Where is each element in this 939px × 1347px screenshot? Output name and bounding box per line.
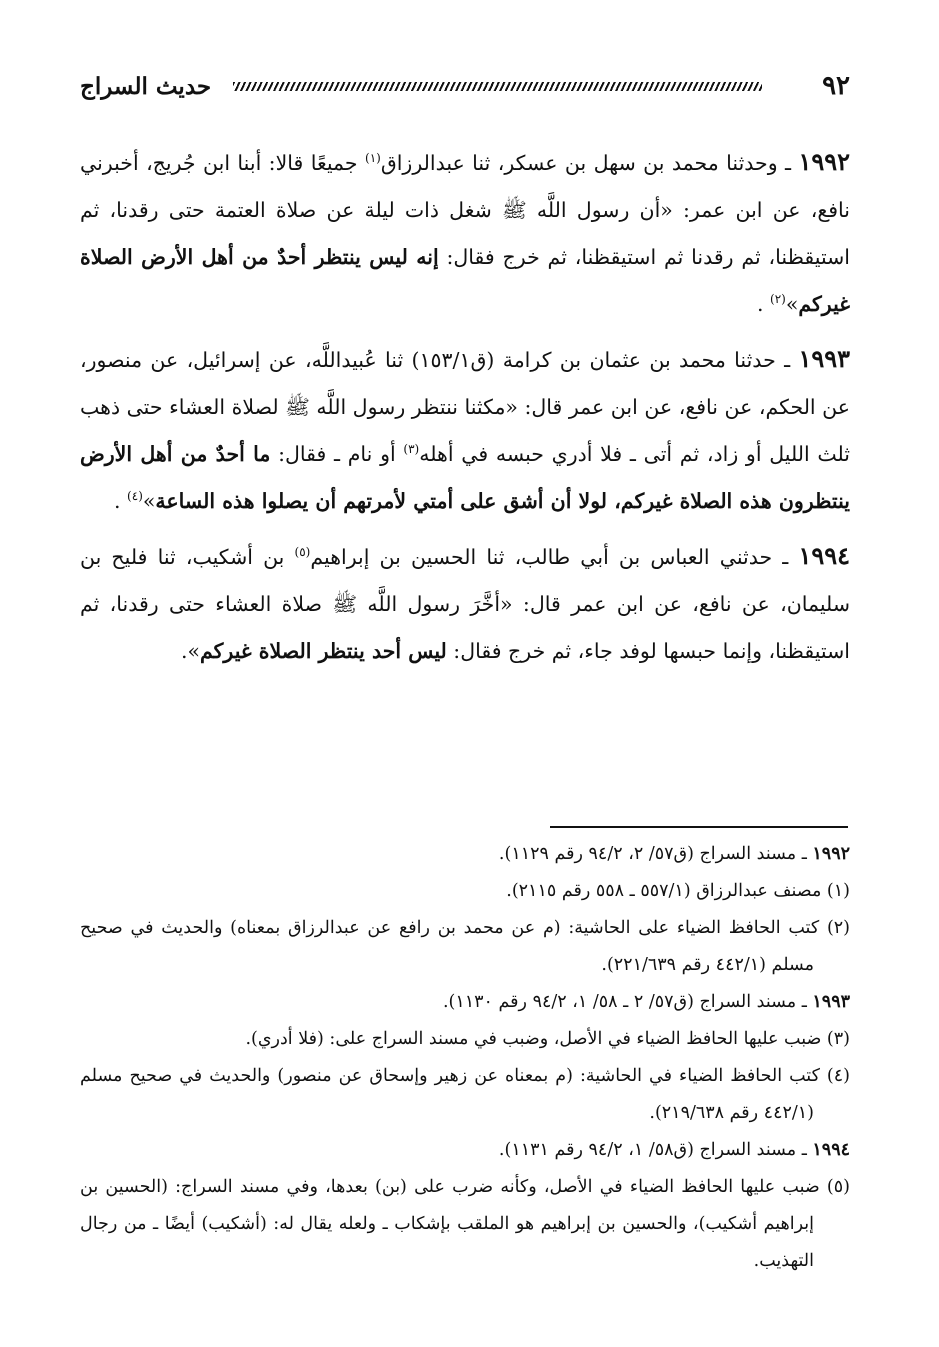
header-rule bbox=[233, 82, 762, 91]
footnote-ref: (٥) bbox=[294, 545, 311, 560]
hadith-text: ـ حدثني العباس بن أبي طالب، ثنا الحسين بن إبراهيم bbox=[310, 545, 799, 569]
book-title: حديث السراج bbox=[80, 72, 212, 100]
hadith-1992 bbox=[80, 138, 850, 328]
source-1992 bbox=[80, 836, 850, 873]
footnote-4: (٤) كتب الحافظ الضياء في الحاشية: (م بمعناه عن زهير وإسحاق عن منصور) والحديث في صحيح مسلم (٤٤٢/١ رقم ٢١٩/٦٣٨). bbox=[80, 1066, 850, 1123]
footnote-3: (٣) ضبب عليها الحافظ الضياء في الأصل، وضبب في مسند السراج على: (فلا أدري). bbox=[245, 1029, 850, 1049]
page-header bbox=[80, 66, 850, 106]
footnote-5: (٥) ضبب عليها الحافظ الضياء في الأصل، وكأنه ضرب على (بن) بعدها، وفي مسند السراج: (الحسين بن إبراهيم أشكيب)، والحسين بن إبراهيم هو الملقب بإشكاب ـ ولعله يقال له: (أشكيب) أيضًا ـ من رجال التهذيب. bbox=[80, 1177, 850, 1271]
hadith-number: ١٩٩٣ bbox=[798, 344, 850, 373]
footnote-ref: (٤) bbox=[127, 489, 143, 504]
hadith-text: أو نام ـ فقال: bbox=[270, 442, 404, 466]
body-text bbox=[80, 138, 850, 682]
source-number: ١٩٩٢ bbox=[812, 844, 850, 864]
hadith-text: جميعًا قالا: أبنا ابن جُريج، أخبرني نافع، عن ابن عمر: «أن رسول اللَّه ﷺ شغل ذات ليلة عن صلاة العتمة حتى رقدنا، ثم استيقظنا، ثم رقدنا ثم استيقظنا، ثم خرج فقال: bbox=[80, 151, 851, 269]
footnote-ref: (١) bbox=[365, 151, 381, 166]
hadith-quote: ليس أحد ينتظر الصلاة غيركم bbox=[200, 639, 447, 663]
hadith-text: » bbox=[785, 292, 799, 316]
hadith-text: » bbox=[142, 489, 156, 513]
footnote-1: (١) مصنف عبدالرزاق (٥٥٧/١ ـ ٥٥٨ رقم ٢١١٥). bbox=[506, 881, 850, 901]
source-number: ١٩٩٣ bbox=[812, 992, 850, 1012]
source-1993 bbox=[80, 984, 850, 1021]
hadith-text: بن أشكيب، ثنا فليح بن سليمان، عن نافع، عن ابن عمر قال: «أخَّرَ رسول اللَّه ﷺ صلاة العشاء حتى رقدنا، ثم استيقظنا، وإنما حبسها لوفد جاء، ثم خرج فقال: bbox=[80, 545, 850, 663]
source-text: ـ مسند السراج (ق٥٧/ ٢ ـ ٥٨/ ١، ٩٤/٢ رقم ١١٣٠). bbox=[442, 992, 813, 1012]
footnotes bbox=[80, 836, 850, 1280]
hadith-text: ». bbox=[180, 639, 201, 663]
hadith-number: ١٩٩٢ bbox=[798, 147, 851, 176]
footnote-2: (٢) كتب الحافظ الضياء على الحاشية: (م عن محمد بن رافع عن عبدالرزاق بمعناه) والحديث في صحيح مسلم (٤٤٢/١ رقم ٢٢١/٦٣٩). bbox=[80, 918, 850, 975]
hadith-1993 bbox=[80, 335, 850, 525]
hadith-text: . bbox=[114, 489, 128, 513]
hadith-number: ١٩٩٤ bbox=[798, 541, 850, 570]
footnote-ref: (٢) bbox=[770, 292, 786, 307]
source-text: ـ مسند السراج (ق٥٧/ ٢، ٩٤/٢ رقم ١١٢٩). bbox=[498, 844, 813, 864]
footnote-rule bbox=[550, 826, 848, 828]
hadith-text: ـ وحدثنا محمد بن سهل بن عسكر، ثنا عبدالرزاق bbox=[380, 151, 799, 175]
hadith-text: ـ حدثنا محمد بن عثمان بن كرامة (ق١٥٣/١) ثنا عُبيداللَّه، عن إسرائيل، عن منصور، عن الحكم، عن نافع، عن ابن عمر قال: «مكثنا ننتظر رسول اللَّه ﷺ لصلاة العشاء حتى ذهب ثلث الليل أو زاد، ثم أتى ـ فلا أدري حبسه في أهله bbox=[80, 348, 851, 466]
source-number: ١٩٩٤ bbox=[812, 1140, 850, 1160]
hadith-text: . bbox=[756, 292, 770, 316]
footnote-ref: (٣) bbox=[403, 442, 420, 457]
hadith-quote: إنه ليس ينتظر أحدٌ من أهل الأرض الصلاة غيركم bbox=[80, 245, 850, 316]
source-text: ـ مسند السراج (ق٥٨/ ١، ٩٤/٢ رقم ١١٣١). bbox=[498, 1140, 813, 1160]
source-1994 bbox=[80, 1132, 850, 1169]
hadith-quote: ما أحدٌ من أهل الأرض ينتظرون هذه الصلاة غيركم، لولا أن أشق على أمتي لأمرتهم أن يصلوا هذه الساعة bbox=[80, 442, 850, 513]
hadith-1994 bbox=[80, 532, 850, 675]
page-number: ٩٢ bbox=[822, 71, 850, 101]
